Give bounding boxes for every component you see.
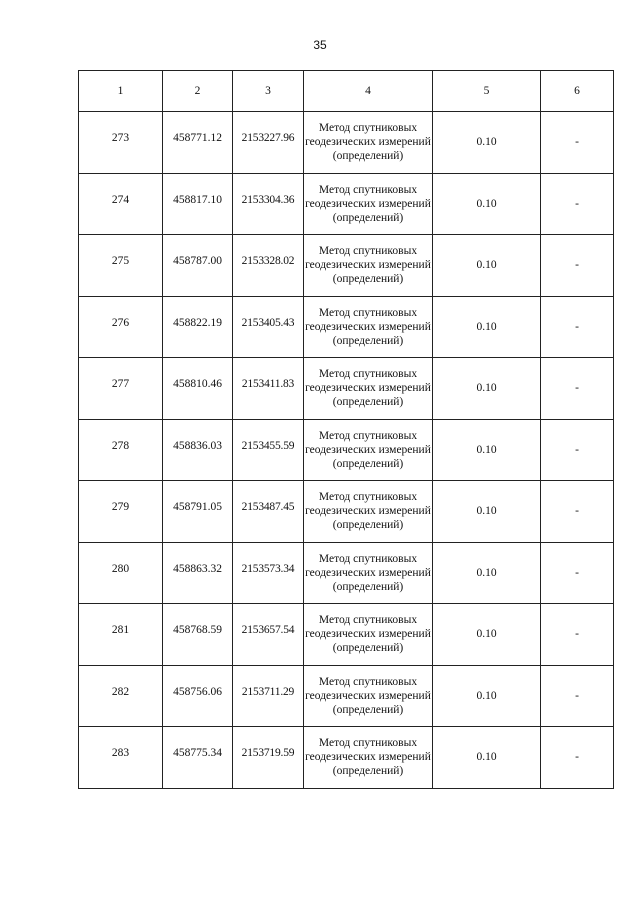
y-coordinate-cell: 2153573.34 — [233, 542, 304, 604]
point-number-cell: 281 — [79, 604, 163, 666]
table-row — [79, 604, 614, 666]
table-row — [79, 112, 614, 174]
point-number-cell: 279 — [79, 481, 163, 543]
table-row — [79, 542, 614, 604]
method-cell: Метод спутниковых геодезических измерений (определений) — [304, 481, 433, 543]
y-coordinate-cell: 2153657.54 — [233, 604, 304, 666]
table-row — [79, 173, 614, 235]
accuracy-cell: 0.10 — [433, 419, 541, 481]
x-coordinate-cell: 458863.32 — [163, 542, 233, 604]
x-coordinate-cell: 458768.59 — [163, 604, 233, 666]
accuracy-cell: 0.10 — [433, 235, 541, 297]
y-coordinate-cell: 2153455.59 — [233, 419, 304, 481]
note-cell: - — [541, 358, 614, 420]
note-cell: - — [541, 665, 614, 727]
accuracy-cell: 0.10 — [433, 727, 541, 789]
page-number: 35 — [313, 38, 327, 52]
note-cell: - — [541, 235, 614, 297]
note-cell: - — [541, 542, 614, 604]
x-coordinate-cell: 458817.10 — [163, 173, 233, 235]
method-cell: Метод спутниковых геодезических измерений (определений) — [304, 358, 433, 420]
accuracy-cell: 0.10 — [433, 542, 541, 604]
x-coordinate-cell: 458791.05 — [163, 481, 233, 543]
method-cell: Метод спутниковых геодезических измерений (определений) — [304, 665, 433, 727]
y-coordinate-cell: 2153719.59 — [233, 727, 304, 789]
accuracy-cell: 0.10 — [433, 604, 541, 666]
table-row — [79, 419, 614, 481]
column-header: 2 — [163, 71, 233, 112]
column-header: 3 — [233, 71, 304, 112]
note-cell: - — [541, 112, 614, 174]
y-coordinate-cell: 2153411.83 — [233, 358, 304, 420]
point-number-cell: 280 — [79, 542, 163, 604]
y-coordinate-cell: 2153328.02 — [233, 235, 304, 297]
point-number-cell: 273 — [79, 112, 163, 174]
method-cell: Метод спутниковых геодезических измерений (определений) — [304, 112, 433, 174]
accuracy-cell: 0.10 — [433, 665, 541, 727]
accuracy-cell: 0.10 — [433, 112, 541, 174]
y-coordinate-cell: 2153227.96 — [233, 112, 304, 174]
point-number-cell: 278 — [79, 419, 163, 481]
y-coordinate-cell: 2153487.45 — [233, 481, 304, 543]
table-row — [79, 481, 614, 543]
accuracy-cell: 0.10 — [433, 173, 541, 235]
point-number-cell: 274 — [79, 173, 163, 235]
table-row — [79, 296, 614, 358]
point-number-cell: 276 — [79, 296, 163, 358]
point-number-cell: 283 — [79, 727, 163, 789]
accuracy-cell: 0.10 — [433, 358, 541, 420]
coordinates-table — [78, 70, 614, 789]
table-row — [79, 358, 614, 420]
x-coordinate-cell: 458787.00 — [163, 235, 233, 297]
note-cell: - — [541, 481, 614, 543]
note-cell: - — [541, 173, 614, 235]
method-cell: Метод спутниковых геодезических измерений (определений) — [304, 235, 433, 297]
note-cell: - — [541, 296, 614, 358]
point-number-cell: 277 — [79, 358, 163, 420]
method-cell: Метод спутниковых геодезических измерений (определений) — [304, 604, 433, 666]
method-cell: Метод спутниковых геодезических измерений (определений) — [304, 419, 433, 481]
note-cell: - — [541, 727, 614, 789]
method-cell: Метод спутниковых геодезических измерений (определений) — [304, 296, 433, 358]
column-header: 1 — [79, 71, 163, 112]
note-cell: - — [541, 604, 614, 666]
x-coordinate-cell: 458771.12 — [163, 112, 233, 174]
column-header: 5 — [433, 71, 541, 112]
x-coordinate-cell: 458822.19 — [163, 296, 233, 358]
x-coordinate-cell: 458775.34 — [163, 727, 233, 789]
note-cell: - — [541, 419, 614, 481]
point-number-cell: 282 — [79, 665, 163, 727]
accuracy-cell: 0.10 — [433, 481, 541, 543]
point-number-cell: 275 — [79, 235, 163, 297]
table-row — [79, 665, 614, 727]
x-coordinate-cell: 458756.06 — [163, 665, 233, 727]
table-row — [79, 235, 614, 297]
method-cell: Метод спутниковых геодезических измерений (определений) — [304, 173, 433, 235]
method-cell: Метод спутниковых геодезических измерений (определений) — [304, 727, 433, 789]
method-cell: Метод спутниковых геодезических измерений (определений) — [304, 542, 433, 604]
y-coordinate-cell: 2153711.29 — [233, 665, 304, 727]
y-coordinate-cell: 2153304.36 — [233, 173, 304, 235]
column-header: 4 — [304, 71, 433, 112]
column-header: 6 — [541, 71, 614, 112]
accuracy-cell: 0.10 — [433, 296, 541, 358]
x-coordinate-cell: 458836.03 — [163, 419, 233, 481]
table-header-row — [79, 71, 614, 112]
table-row — [79, 727, 614, 789]
y-coordinate-cell: 2153405.43 — [233, 296, 304, 358]
x-coordinate-cell: 458810.46 — [163, 358, 233, 420]
